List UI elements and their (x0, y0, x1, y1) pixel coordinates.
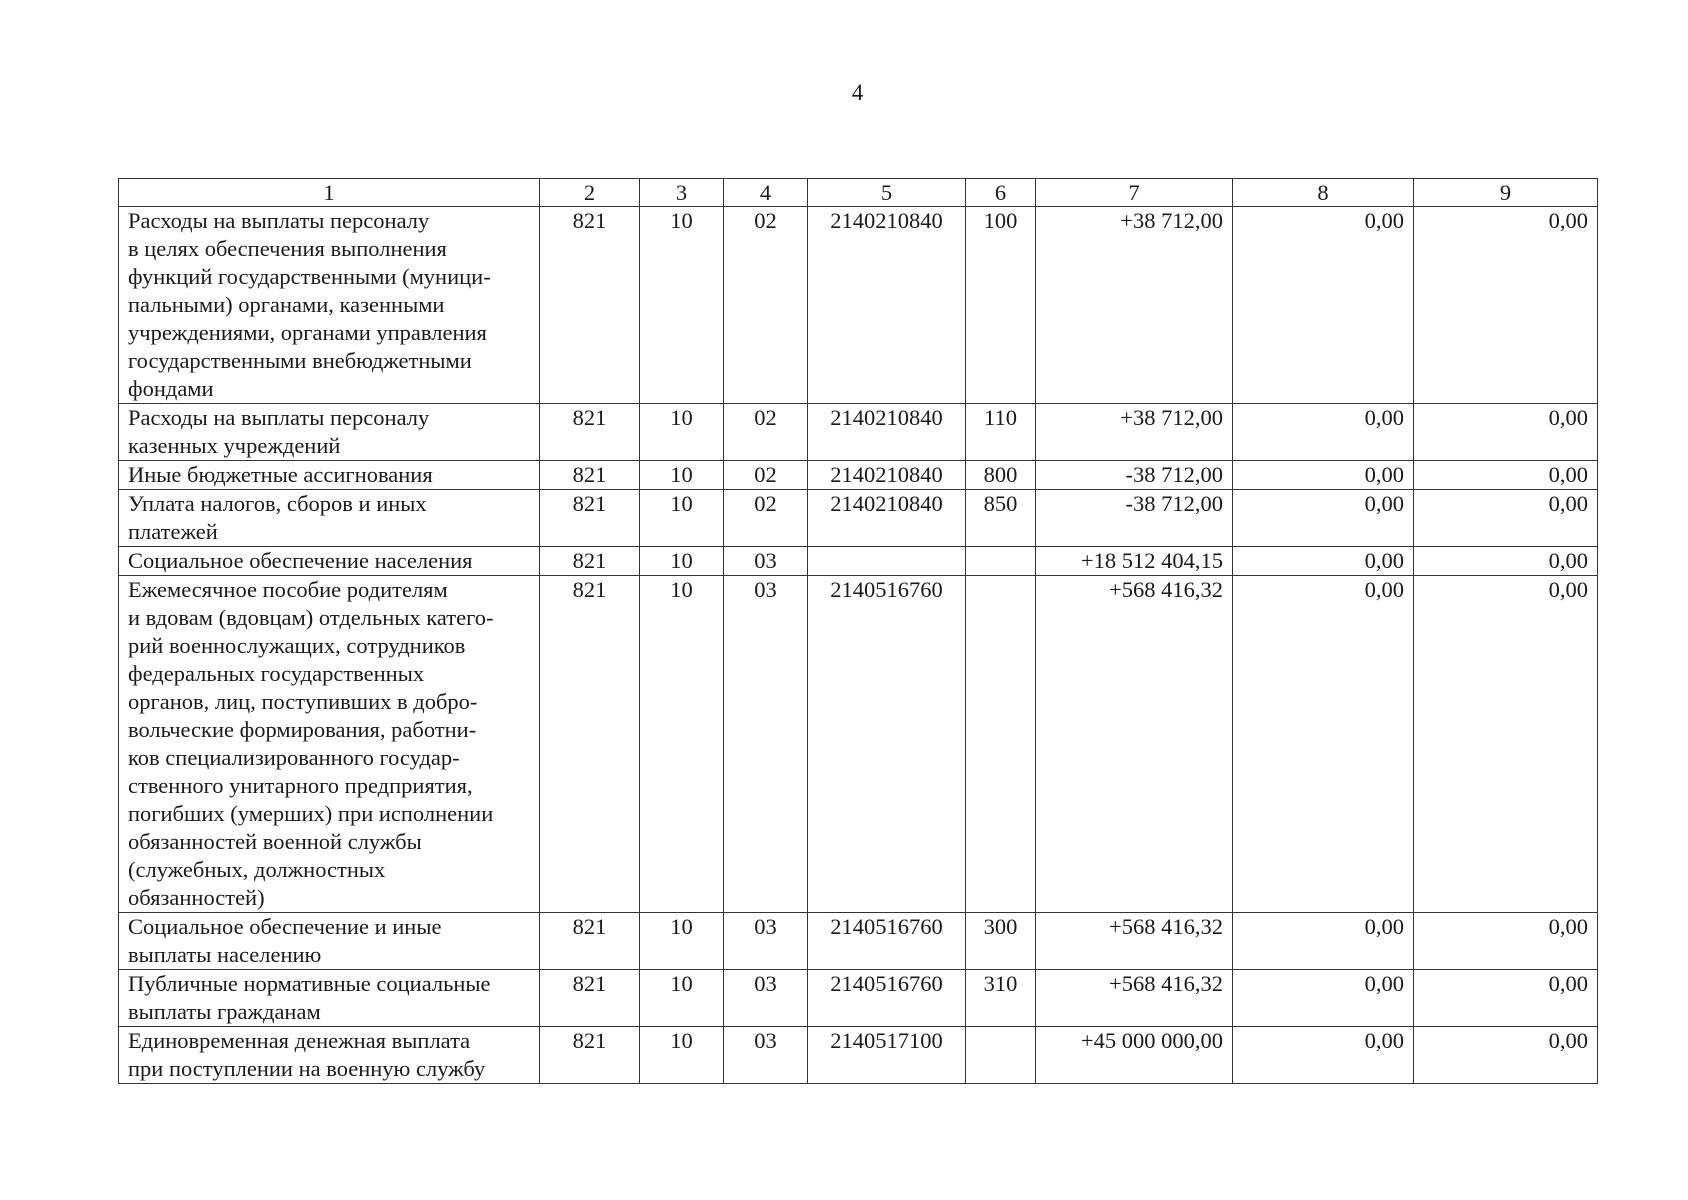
cell-col-6: 850 (966, 490, 1036, 547)
cell-col-6: 110 (966, 404, 1036, 461)
cell-col-7: -38 712,00 (1036, 461, 1233, 490)
cell-col-5: 2140210840 (808, 207, 966, 404)
cell-col-6 (966, 1027, 1036, 1084)
table-row (119, 1027, 1598, 1084)
table-row (119, 970, 1598, 1027)
table-row (119, 547, 1598, 576)
cell-col-5: 2140517100 (808, 1027, 966, 1084)
cell-col-2: 821 (540, 913, 640, 970)
cell-col-9: 0,00 (1414, 1027, 1598, 1084)
cell-col-5: 2140516760 (808, 576, 966, 913)
cell-col-8: 0,00 (1233, 207, 1414, 404)
cell-col-9: 0,00 (1414, 207, 1598, 404)
cell-col-8: 0,00 (1233, 404, 1414, 461)
row-name-cell: Иные бюджетные ассигнования (119, 461, 540, 490)
cell-col-2: 821 (540, 207, 640, 404)
column-number-row (119, 179, 1598, 207)
column-header: 8 (1233, 179, 1414, 207)
cell-col-2: 821 (540, 461, 640, 490)
table-body (119, 179, 1598, 1084)
cell-col-6: 800 (966, 461, 1036, 490)
cell-col-8: 0,00 (1233, 1027, 1414, 1084)
cell-col-5 (808, 547, 966, 576)
cell-col-5: 2140516760 (808, 970, 966, 1027)
cell-col-8: 0,00 (1233, 970, 1414, 1027)
cell-col-4: 03 (724, 970, 808, 1027)
cell-col-6: 100 (966, 207, 1036, 404)
table-row (119, 207, 1598, 404)
cell-col-7: +38 712,00 (1036, 207, 1233, 404)
cell-col-4: 03 (724, 1027, 808, 1084)
cell-col-6: 300 (966, 913, 1036, 970)
cell-col-6 (966, 576, 1036, 913)
row-name-cell: Социальное обеспечение и иные выплаты населению (119, 913, 540, 970)
cell-col-9: 0,00 (1414, 970, 1598, 1027)
cell-col-8: 0,00 (1233, 461, 1414, 490)
cell-col-3: 10 (640, 547, 724, 576)
row-name-cell: Ежемесячное пособие родителям и вдовам (вдовцам) отдельных катего- рий военнослужащих, сотрудников федеральных государственных органов, лиц, поступивших в добро- вольческие формирования, работни- ков специализированного государ- ственного унитарного предприятия, погибших (умерших) при исполнении обязанностей военной службы (служебных, должностных обязанностей) (119, 576, 540, 913)
cell-col-7: +45 000 000,00 (1036, 1027, 1233, 1084)
cell-col-7: +568 416,32 (1036, 913, 1233, 970)
cell-col-7: +38 712,00 (1036, 404, 1233, 461)
cell-col-2: 821 (540, 490, 640, 547)
cell-col-9: 0,00 (1414, 547, 1598, 576)
cell-col-3: 10 (640, 576, 724, 913)
cell-col-9: 0,00 (1414, 913, 1598, 970)
cell-col-6 (966, 547, 1036, 576)
column-header: 5 (808, 179, 966, 207)
cell-col-6: 310 (966, 970, 1036, 1027)
cell-col-4: 03 (724, 547, 808, 576)
cell-col-4: 03 (724, 576, 808, 913)
cell-col-8: 0,00 (1233, 576, 1414, 913)
table-row (119, 490, 1598, 547)
cell-col-9: 0,00 (1414, 404, 1598, 461)
row-name-cell: Расходы на выплаты персоналу казенных учреждений (119, 404, 540, 461)
cell-col-3: 10 (640, 1027, 724, 1084)
cell-col-4: 02 (724, 404, 808, 461)
cell-col-2: 821 (540, 970, 640, 1027)
cell-col-4: 02 (724, 461, 808, 490)
cell-col-2: 821 (540, 404, 640, 461)
column-header: 2 (540, 179, 640, 207)
cell-col-3: 10 (640, 490, 724, 547)
cell-col-3: 10 (640, 461, 724, 490)
cell-col-9: 0,00 (1414, 461, 1598, 490)
cell-col-9: 0,00 (1414, 490, 1598, 547)
row-name-cell: Публичные нормативные социальные выплаты гражданам (119, 970, 540, 1027)
cell-col-7: -38 712,00 (1036, 490, 1233, 547)
cell-col-4: 03 (724, 913, 808, 970)
table-row (119, 576, 1598, 913)
column-header: 7 (1036, 179, 1233, 207)
cell-col-5: 2140210840 (808, 490, 966, 547)
table-row (119, 404, 1598, 461)
table-row (119, 913, 1598, 970)
budget-table (118, 178, 1598, 1084)
cell-col-7: +568 416,32 (1036, 576, 1233, 913)
cell-col-9: 0,00 (1414, 576, 1598, 913)
cell-col-7: +568 416,32 (1036, 970, 1233, 1027)
cell-col-8: 0,00 (1233, 913, 1414, 970)
cell-col-8: 0,00 (1233, 547, 1414, 576)
column-header: 9 (1414, 179, 1598, 207)
cell-col-3: 10 (640, 404, 724, 461)
cell-col-5: 2140210840 (808, 404, 966, 461)
row-name-cell: Уплата налогов, сборов и иных платежей (119, 490, 540, 547)
page-number: 4 (851, 80, 864, 105)
column-header: 6 (966, 179, 1036, 207)
cell-col-3: 10 (640, 207, 724, 404)
cell-col-4: 02 (724, 490, 808, 547)
column-header: 4 (724, 179, 808, 207)
cell-col-7: +18 512 404,15 (1036, 547, 1233, 576)
row-name-cell: Единовременная денежная выплата при поступлении на военную службу (119, 1027, 540, 1084)
row-name-cell: Расходы на выплаты персоналу в целях обеспечения выполнения функций государственными (муници- пальными) органами, казенными учреждениями, органами управления государственными внебюджетными фондами (119, 207, 540, 404)
column-header: 1 (119, 179, 540, 207)
cell-col-2: 821 (540, 1027, 640, 1084)
table-row (119, 461, 1598, 490)
row-name-cell: Социальное обеспечение населения (119, 547, 540, 576)
cell-col-2: 821 (540, 547, 640, 576)
cell-col-5: 2140210840 (808, 461, 966, 490)
cell-col-3: 10 (640, 913, 724, 970)
cell-col-4: 02 (724, 207, 808, 404)
cell-col-2: 821 (540, 576, 640, 913)
cell-col-5: 2140516760 (808, 913, 966, 970)
cell-col-8: 0,00 (1233, 490, 1414, 547)
column-header: 3 (640, 179, 724, 207)
cell-col-3: 10 (640, 970, 724, 1027)
